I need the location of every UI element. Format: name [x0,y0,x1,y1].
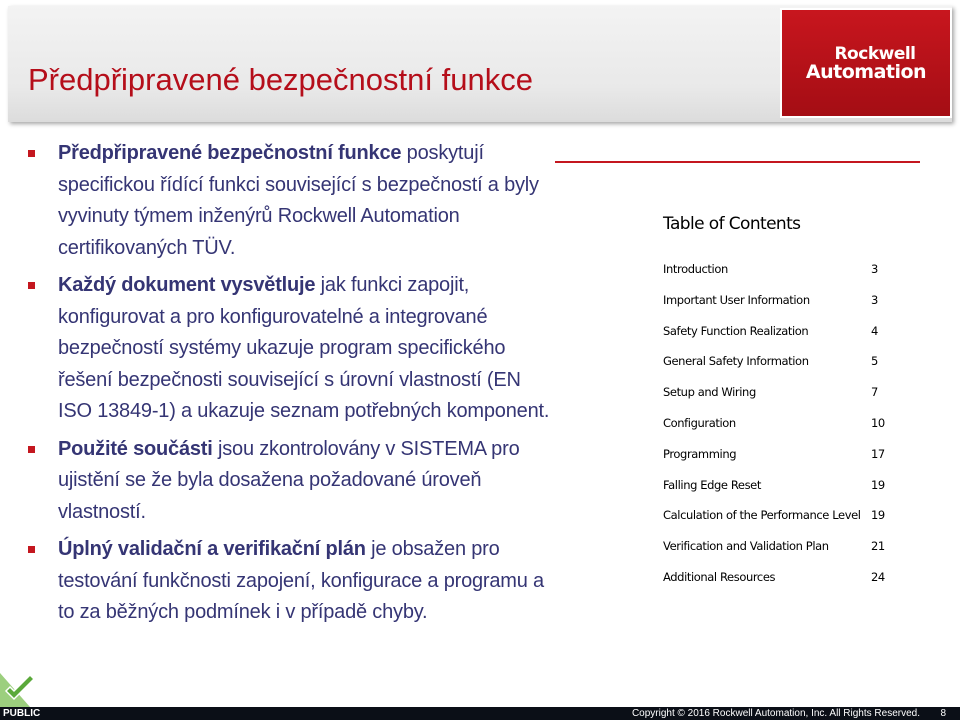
toc-list [663,262,893,601]
toc-entry-page: 17 [871,446,885,461]
toc-entry-page: 19 [871,477,885,492]
toc-entry [663,293,893,324]
toc-entry [663,447,893,478]
bullet-list [26,138,556,635]
document-red-rule [555,161,920,163]
copyright-text: Copyright © 2016 Rockwell Automation, Inc. All Rights Reserved. [631,708,920,719]
toc-entry-label: Introduction [663,262,728,276]
toc-entry-page: 4 [871,323,878,338]
slide-title: Předpřipravené bezpečnostní funkce [28,62,533,97]
bullet-item [26,138,556,264]
toc-entry [663,478,893,509]
toc-entry-label: Setup and Wiring [663,385,756,400]
toc-entry-label: Additional Resources [663,569,776,584]
classification-label: PUBLIC [3,708,41,719]
bullet-text: jak funkci zapojit, konfigurovat a pro konfigurovatelné a integrované bezpečností systémy ukazuje program specifického řešení bezpečnosti související s úrovní vlastností (EN ISO 13849-1) a ukazuje seznam potřebných komponent. [58,274,550,422]
toc-entry-label: Configuration [663,415,736,430]
toc-title: Table of Contents [663,214,801,234]
bullet-lead: Každý dokument vysvětluje [58,274,316,296]
bullet-text: je obsažen pro testování funkčnosti zapojení, konfigurace a programu a to za běžných podmínek i v případě chyby. [58,538,544,623]
logo-text-rockwell: Rockwell [834,44,916,64]
logo-text-automation: Automation [805,61,927,83]
toc-entry-label: General Safety Information [663,354,809,369]
toc-entry-page: 3 [871,292,878,307]
toc-entry [663,385,893,416]
toc-entry [663,262,893,293]
toc-entry [663,570,893,601]
toc-entry [663,508,893,539]
toc-entry-label: Safety Function Realization [663,323,809,338]
bullet-lead: Předpřipravené bezpečnostní funkce [58,142,402,164]
bullet-lead: Použité součásti [58,437,213,460]
toc-entry [663,324,893,355]
bullet-lead: Úplný validační a verifikační plán [58,538,366,560]
toc-entry [663,416,893,447]
toc-entry [663,539,893,570]
toc-entry-label: Verification and Validation Plan [663,539,829,554]
checkmark-icon [0,663,44,707]
toc-entry-page: 10 [871,415,885,430]
bullet-item [26,534,556,629]
toc-entry-label: Falling Edge Reset [663,477,761,492]
toc-entry [663,354,893,385]
bullet-item [26,434,556,529]
rockwell-automation-logo [780,8,952,118]
bullet-item [26,270,556,428]
toc-entry-label: Important User Information [663,292,810,307]
toc-entry-label: Programming [663,446,737,461]
bullet-text: poskytují specifickou řídící funkci související s bezpečností a byly vyvinuty týmem inženýrů Rockwell Automation certifikovaných TÜV. [58,142,539,259]
bullet-text: jsou zkontrolovány v SISTEMA pro ujistění se že byla dosažena požadované úroveň vlastností. [58,437,520,523]
toc-entry-page: 24 [871,569,885,584]
page-number: 8 [940,708,946,719]
toc-entry-page: 7 [871,385,878,400]
toc-entry-page: 19 [871,508,885,523]
toc-entry-label: Calculation of the Performance Level [663,508,861,523]
toc-entry-page: 5 [871,354,878,369]
toc-entry-page: 3 [871,262,878,276]
toc-entry-page: 21 [871,539,885,554]
